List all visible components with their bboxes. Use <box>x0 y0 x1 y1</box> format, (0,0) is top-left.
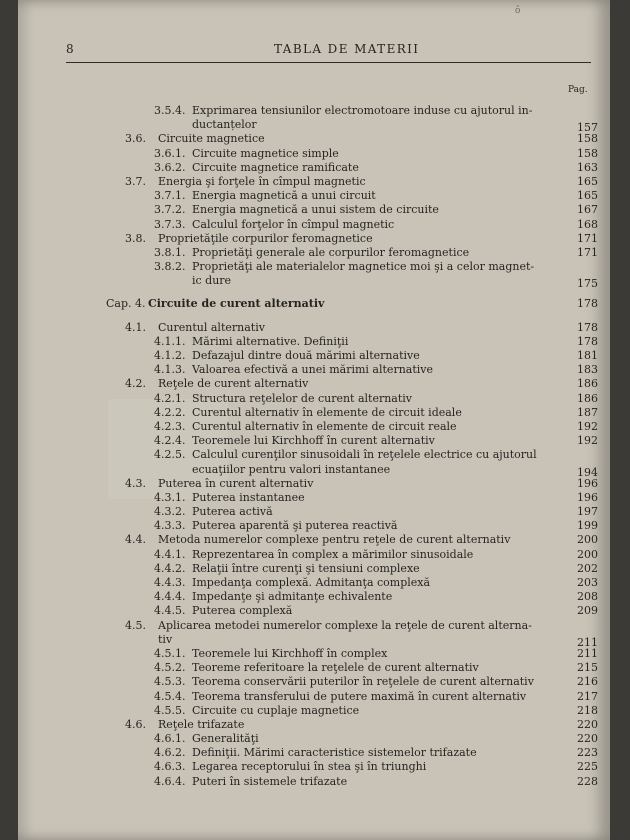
toc-row <box>106 505 606 519</box>
toc-entry-page: 208 <box>577 590 598 604</box>
toc-entry-page: 163 <box>577 160 598 174</box>
toc-entry-number: 4.4.5. <box>154 604 186 618</box>
toc-entry-number: 4.6.1. <box>154 732 186 746</box>
toc-entry-number: 3.7.1. <box>154 189 186 203</box>
toc-entry-page: 196 <box>577 476 598 490</box>
toc-row <box>106 420 606 434</box>
toc-entry-page: 165 <box>577 174 598 188</box>
page-header <box>66 42 591 63</box>
toc-entry-page: 203 <box>577 576 598 589</box>
toc-entry-number: 3.5.4. <box>154 104 186 117</box>
toc-entry-number: 3.7.2. <box>154 203 186 217</box>
toc-entry-page: 178 <box>577 334 598 348</box>
toc-entry-title: Puterea complexă <box>192 604 293 618</box>
toc-entry-title: Curentul alternativ <box>158 320 265 334</box>
toc-entry-page: 187 <box>577 405 598 419</box>
toc-row <box>106 406 606 420</box>
toc-row <box>106 175 606 189</box>
toc-entry-page: 216 <box>577 675 598 689</box>
toc-entry-number: 4.3. <box>125 476 146 490</box>
toc-entry-page: 168 <box>577 217 598 231</box>
toc-chapter-row <box>106 297 606 311</box>
toc-row <box>106 760 606 774</box>
toc-row <box>106 519 606 533</box>
toc-entry-number: 4.4. <box>125 533 146 547</box>
toc-entry-page: 175 <box>577 277 598 291</box>
toc-entry-number: 4.2.5. <box>154 448 186 462</box>
toc-entry-page: 211 <box>577 635 598 649</box>
toc-entry-title: Teoremele lui Kirchhoff în curent alternativ <box>192 434 435 448</box>
toc-row <box>106 590 606 604</box>
toc-entry-page: 215 <box>577 661 598 675</box>
toc-entry-page: 225 <box>577 760 598 774</box>
toc-entry-page: 196 <box>577 490 598 504</box>
toc-row <box>106 335 606 349</box>
toc-entry-page: 211 <box>577 646 598 660</box>
toc-entry-title: Calculul curenţilor sinusoidali în reţelele electrice cu ajutorul <box>192 448 537 462</box>
toc-entry-number: 4.5.3. <box>154 675 186 689</box>
toc-entry-title: Relaţii între curenţi şi tensiuni complexe <box>192 561 420 575</box>
toc-entry-page: 178 <box>577 297 598 311</box>
toc-entry-number: 4.5.1. <box>154 646 186 660</box>
toc-entry-title: Curentul alternativ în elemente de circuit ideale <box>192 405 462 419</box>
toc-row <box>106 161 606 175</box>
toc-entry-page: 186 <box>577 391 598 405</box>
toc-entry-title: Puterea în curent alternativ <box>158 476 314 490</box>
toc-entry-page: 200 <box>577 547 598 561</box>
running-title: TABLA DE MATERII <box>274 42 420 56</box>
toc-entry-title: Puterea activă <box>192 505 273 519</box>
toc-entry-title: Exprimarea tensiunilor electromotoare induse cu ajutorul in- <box>192 104 533 117</box>
toc-row <box>106 562 606 576</box>
toc-row <box>106 732 606 746</box>
toc-entry-number: 4.3.3. <box>154 519 186 533</box>
toc-entry-number: 3.8.1. <box>154 245 186 259</box>
toc-entry-number: 3.6.1. <box>154 146 186 160</box>
table-of-contents <box>106 104 606 789</box>
toc-entry-page: 186 <box>577 377 598 391</box>
toc-entry-title: Energia magnetică a unui sistem de circuite <box>192 203 439 217</box>
toc-entry-number: 4.6.4. <box>154 774 186 788</box>
toc-entry-title: Valoarea efectivă a unei mărimi alternative <box>192 363 434 377</box>
toc-entry-number: 3.6. <box>125 132 146 146</box>
toc-entry-page: 220 <box>577 732 598 746</box>
page-number: 8 <box>66 42 75 56</box>
toc-entry-page: 197 <box>577 505 598 519</box>
toc-entry-title: Curentul alternativ în elemente de circuit reale <box>192 419 457 433</box>
toc-entry-title: Reţele trifazate <box>158 717 245 731</box>
toc-entry-page: 209 <box>577 604 598 618</box>
toc-row <box>106 274 606 291</box>
toc-entry-title: Teorema transferului de putere maximă în curent alternativ <box>192 689 527 703</box>
toc-row <box>106 434 606 448</box>
toc-entry-title: Teorema conservării puterilor în reţelele de curent alternativ <box>192 675 534 689</box>
toc-entry-title: Energia şi forţele în cîmpul magnetic <box>158 174 366 188</box>
toc-entry-page: 178 <box>577 320 598 334</box>
toc-row <box>106 704 606 718</box>
toc-entry-title: Teoreme referitoare la reţelele de curent alternativ <box>192 661 479 675</box>
toc-row <box>106 647 606 661</box>
toc-entry-page: 217 <box>577 689 598 703</box>
toc-entry-number: Cap. 4. <box>106 297 146 311</box>
toc-row <box>106 132 606 146</box>
toc-entry-number: 4.4.1. <box>154 547 186 561</box>
toc-entry-page: 157 <box>577 121 598 135</box>
toc-entry-page: 194 <box>577 465 598 479</box>
toc-row <box>106 392 606 406</box>
toc-entry-title: Energia magnetică a unui circuit <box>192 189 376 203</box>
toc-row <box>106 218 606 232</box>
toc-row <box>106 349 606 363</box>
toc-entry-number: 4.2.4. <box>154 434 186 448</box>
toc-row <box>106 718 606 732</box>
toc-entry-title: Structura reţelelor de curent alternativ <box>192 391 413 405</box>
toc-entry-page: 181 <box>577 349 598 362</box>
toc-entry-title: Teoremele lui Kirchhoff în complex <box>192 646 388 660</box>
toc-entry-page: 167 <box>577 203 598 217</box>
toc-row <box>106 619 606 633</box>
toc-entry-title: ic dure <box>192 274 232 288</box>
toc-entry-number: 4.4.2. <box>154 561 186 575</box>
toc-entry-number: 4.4.3. <box>154 576 186 589</box>
toc-entry-number: 4.5.4. <box>154 689 186 703</box>
toc-entry-number: 4.2.3. <box>154 419 186 433</box>
toc-row <box>106 491 606 505</box>
toc-entry-number: 4.1. <box>125 320 146 334</box>
toc-row <box>106 147 606 161</box>
toc-entry-number: 4.2.1. <box>154 391 186 405</box>
toc-entry-title: Puteri în sistemele trifazate <box>192 774 348 788</box>
toc-entry-number: 4.5.2. <box>154 661 186 675</box>
toc-entry-title: Circuite cu cuplaje magnetice <box>192 703 360 717</box>
pag-column-label: Pag. <box>568 85 588 95</box>
toc-entry-number: 4.1.1. <box>154 334 186 348</box>
toc-entry-page: 171 <box>577 245 598 259</box>
toc-entry-number: 3.6.2. <box>154 160 186 174</box>
toc-row <box>106 448 606 462</box>
toc-row <box>106 104 606 118</box>
toc-entry-title: Circuite magnetice ramificate <box>192 160 359 174</box>
book-page <box>18 0 610 840</box>
toc-row <box>106 690 606 704</box>
toc-entry-number: 3.8.2. <box>154 260 186 274</box>
toc-row <box>106 363 606 377</box>
toc-row <box>106 661 606 675</box>
toc-entry-title: Reprezentarea în complex a mărimilor sinusoidale <box>192 547 474 561</box>
toc-row <box>106 377 606 391</box>
toc-entry-title: Definiţii. Mărimi caracteristice sistemelor trifazate <box>192 746 477 760</box>
toc-entry-title: Proprietăţile corpurilor feromagnetice <box>158 231 373 245</box>
toc-entry-page: 183 <box>577 363 598 377</box>
toc-entry-number: 3.7. <box>125 174 146 188</box>
toc-entry-title: Impedanţa complexă. Admitanţa complexă <box>192 576 431 589</box>
toc-entry-title: Generalităţi <box>192 732 259 746</box>
toc-entry-page: 192 <box>577 419 598 433</box>
toc-entry-page: 158 <box>577 132 598 146</box>
toc-row <box>106 246 606 260</box>
toc-row <box>106 604 606 618</box>
toc-entry-page: 218 <box>577 703 598 717</box>
toc-entry-title: ecuaţiilor pentru valori instantanee <box>192 462 391 476</box>
toc-entry-number: 4.6.3. <box>154 760 186 774</box>
toc-entry-page: 158 <box>577 146 598 160</box>
toc-entry-number: 4.6. <box>125 717 146 731</box>
toc-entry-title: Metoda numerelor complexe pentru reţele de curent alternativ <box>158 533 511 547</box>
toc-entry-title: Circuite magnetice <box>158 132 265 146</box>
toc-row <box>106 189 606 203</box>
toc-entry-title: tiv <box>158 632 173 646</box>
toc-row <box>106 633 606 647</box>
toc-entry-title: Impedanţe şi admitanţe echivalente <box>192 590 393 604</box>
toc-entry-page: 200 <box>577 533 598 547</box>
toc-entry-number: 4.2. <box>125 377 146 391</box>
toc-entry-title: Reţele de curent alternativ <box>158 377 309 391</box>
toc-row <box>106 463 606 477</box>
toc-entry-page: 199 <box>577 519 598 533</box>
toc-row <box>106 477 606 491</box>
toc-row <box>106 576 606 590</box>
toc-entry-title: Defazajul dintre două mărimi alternative <box>192 349 420 362</box>
toc-entry-number: 4.6.2. <box>154 746 186 760</box>
toc-entry-title: Calculul forţelor în cîmpul magnetic <box>192 217 395 231</box>
toc-entry-page: 228 <box>577 774 598 788</box>
toc-entry-number: 3.8. <box>125 231 146 245</box>
corner-mark: ô <box>515 6 521 16</box>
toc-entry-title: Aplicarea metodei numerelor complexe la reţele de curent alterna- <box>158 618 532 632</box>
toc-entry-title: Legarea receptorului în stea şi în triunghi <box>192 760 427 774</box>
toc-entry-number: 4.5.5. <box>154 703 186 717</box>
toc-entry-title: ductanțelor <box>192 118 257 132</box>
toc-row <box>106 321 606 335</box>
toc-row <box>106 203 606 217</box>
toc-entry-page: 192 <box>577 434 598 448</box>
toc-entry-title: Puterea instantanee <box>192 490 305 504</box>
toc-entry-title: Circuite magnetice simple <box>192 146 339 160</box>
toc-row <box>106 548 606 562</box>
toc-row <box>106 533 606 547</box>
toc-entry-title: Circuite de curent alternativ <box>148 297 325 311</box>
toc-entry-title: Puterea aparentă şi puterea reactivă <box>192 519 398 533</box>
toc-entry-number: 4.4.4. <box>154 590 186 604</box>
toc-entry-page: 171 <box>577 231 598 245</box>
toc-entry-number: 4.2.2. <box>154 405 186 419</box>
toc-entry-title: Mărimi alternative. Definiţii <box>192 334 349 348</box>
toc-entry-title: Proprietăţi generale ale corpurilor feromagnetice <box>192 245 470 259</box>
toc-entry-number: 4.3.1. <box>154 490 186 504</box>
toc-row <box>106 675 606 689</box>
toc-entry-page: 165 <box>577 189 598 203</box>
toc-entry-page: 220 <box>577 717 598 731</box>
toc-row <box>106 746 606 760</box>
toc-row <box>106 260 606 274</box>
toc-entry-number: 4.1.3. <box>154 363 186 377</box>
toc-entry-number: 3.7.3. <box>154 217 186 231</box>
toc-entry-page: 202 <box>577 561 598 575</box>
toc-entry-number: 4.1.2. <box>154 349 186 362</box>
toc-row <box>106 775 606 789</box>
toc-row <box>106 118 606 135</box>
toc-entry-number: 4.3.2. <box>154 505 186 519</box>
toc-entry-title: Proprietăţi ale materialelor magnetice moi şi a celor magnet- <box>192 260 535 274</box>
toc-entry-page: 223 <box>577 746 598 760</box>
toc-row <box>106 232 606 246</box>
toc-entry-number: 4.5. <box>125 618 146 632</box>
